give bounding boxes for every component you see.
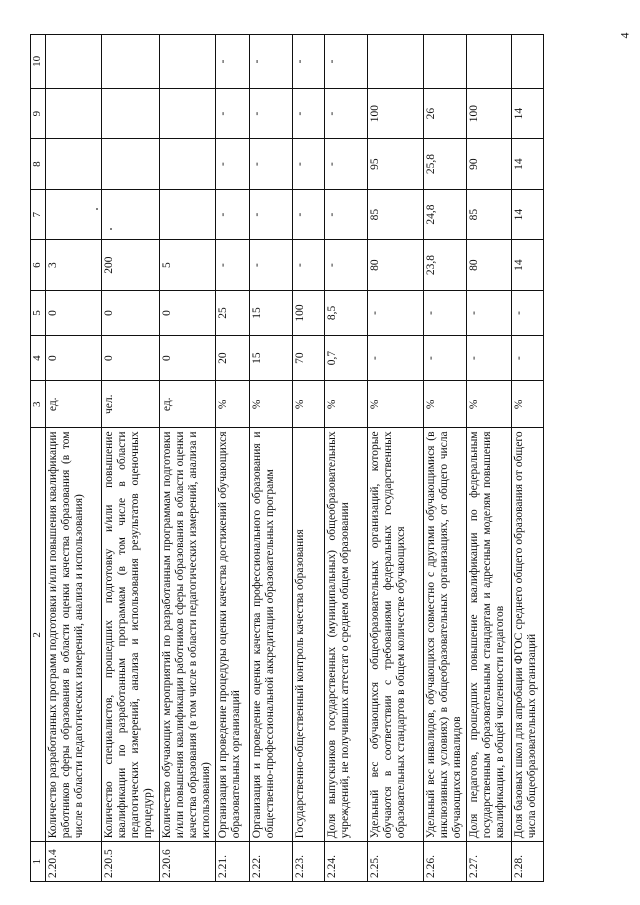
unit-cell: % [325, 381, 368, 428]
value-cell: - [325, 189, 368, 240]
row-number: 2.20.5 [102, 842, 160, 882]
value-cell: 70 [293, 336, 325, 381]
value-cell: - [250, 240, 293, 291]
table-row [216, 35, 250, 882]
unit-cell: % [368, 381, 424, 428]
unit-cell: чел. [102, 381, 160, 428]
table-row [46, 35, 102, 882]
indicator-description: Доля базовых школ для апробации ФГОС среднего общего образования от общего числа общеобразовательных организаций [512, 428, 544, 842]
table-row [160, 35, 216, 882]
value-cell: - [250, 139, 293, 190]
value-cell: 24,8 [424, 189, 467, 240]
indicator-description: Количество разработанных программ подготовки и/или повышения квалификации работников сферы образования в области оценки качества образования (в том числе в области педагогических измерений, анализа и использования) [46, 428, 102, 842]
column-header: 7 [31, 189, 46, 240]
unit-cell: ед. [160, 381, 216, 428]
value-cell: - [216, 35, 250, 89]
value-cell: 0 [160, 336, 216, 381]
value-cell: - [467, 336, 512, 381]
value-cell: 14 [512, 88, 544, 139]
value-cell: 90 [467, 139, 512, 190]
value-cell [46, 139, 102, 190]
value-cell [46, 35, 102, 89]
value-cell: 8,5 [325, 290, 368, 335]
value-cell: 25,8 [424, 139, 467, 190]
value-cell: 0 [46, 336, 102, 381]
table-row [102, 35, 160, 882]
value-cell: 200 [102, 240, 160, 291]
value-cell [424, 35, 467, 89]
value-cell [46, 88, 102, 139]
value-cell [102, 35, 160, 89]
value-cell [102, 139, 160, 190]
value-cell: 0 [102, 336, 160, 381]
value-cell: 14 [512, 139, 544, 190]
rotated-table-sheet [30, 34, 615, 882]
value-cell: - [216, 139, 250, 190]
column-header: 2 [31, 428, 46, 842]
indicator-description: Государственно-общественный контроль качества образования [293, 428, 325, 842]
indicator-description: Организация и проведение процедуры оценки качества достижений обучающихся образовательных организаций [216, 428, 250, 842]
value-cell: 95 [368, 139, 424, 190]
row-number: 2.24. [325, 842, 368, 882]
value-cell [102, 88, 160, 139]
value-cell: 5 [160, 240, 216, 291]
value-cell: 0 [46, 290, 102, 335]
value-cell: 100 [467, 88, 512, 139]
value-cell: - [325, 139, 368, 190]
row-number: 2.22. [250, 842, 293, 882]
row-number: 2.27. [467, 842, 512, 882]
indicator-description: Организация и проведение оценки качества профессионального образования и общественно-профессиональной аккредитации образовательных программ [250, 428, 293, 842]
table-row [512, 35, 544, 882]
value-cell: - [325, 35, 368, 89]
value-cell: 25 [216, 290, 250, 335]
value-cell: 85 [368, 189, 424, 240]
value-cell [160, 189, 216, 240]
value-cell: - [216, 240, 250, 291]
value-cell: - [512, 336, 544, 381]
row-number: 2.26. [424, 842, 467, 882]
row-number: 2.20.6 [160, 842, 216, 882]
value-cell: 100 [368, 88, 424, 139]
value-cell: 20 [216, 336, 250, 381]
table-row [250, 35, 293, 882]
value-cell: - [293, 189, 325, 240]
column-header: 1 [31, 842, 46, 882]
table-row [293, 35, 325, 882]
value-cell: - [250, 189, 293, 240]
indicator-description: Доля педагогов, прошедших повышение квалификации по федеральным государственным образовательным стандартам и адресным моделям повышения квалификации, в общей численности педагогов [467, 428, 512, 842]
indicator-description: Удельный вес инвалидов, обучающихся совместно с другими обучающимися (в инклюзивных условиях) в общеобразовательных организациях, от общего числа обучающихся инвалидов [424, 428, 467, 842]
value-cell: - [325, 240, 368, 291]
value-cell: - [293, 35, 325, 89]
value-cell: 15 [250, 290, 293, 335]
page-number: 4 [617, 32, 632, 39]
row-number: 2.25. [368, 842, 424, 882]
value-cell: - [216, 189, 250, 240]
value-cell: - [293, 88, 325, 139]
row-number: 2.21. [216, 842, 250, 882]
table-row [467, 35, 512, 882]
value-cell: - [368, 336, 424, 381]
value-cell: 85 [467, 189, 512, 240]
table-row [424, 35, 467, 882]
value-cell: - [216, 88, 250, 139]
value-cell [102, 189, 160, 240]
value-cell: 3 [46, 240, 102, 291]
value-cell: - [293, 139, 325, 190]
unit-cell: % [512, 381, 544, 428]
indicator-description: Количество специалистов, прошедших подготовку и/или повышение квалификации по разработанным программам (в том числе в области педагогических измерений, анализа и использования результатов оценочных процедур) [102, 428, 160, 842]
value-cell [160, 88, 216, 139]
column-header: 4 [31, 336, 46, 381]
row-number: 2.23. [293, 842, 325, 882]
table-row [368, 35, 424, 882]
column-header: 10 [31, 35, 46, 89]
value-cell [160, 35, 216, 89]
value-cell: 26 [424, 88, 467, 139]
header-row [31, 35, 46, 882]
value-cell [46, 189, 102, 240]
value-cell: - [293, 240, 325, 291]
indicators-table [30, 34, 544, 882]
value-cell: - [250, 35, 293, 89]
value-cell: - [250, 88, 293, 139]
indicator-description: Удельный вес обучающихся общеобразовательных организаций, которые обучаются в соответствии с требованиями федеральных государственных образовательных стандартов в общем количестве обучающихся [368, 428, 424, 842]
unit-cell: % [216, 381, 250, 428]
value-cell [512, 35, 544, 89]
value-cell: 15 [250, 336, 293, 381]
column-header: 9 [31, 88, 46, 139]
value-cell: 14 [512, 189, 544, 240]
column-header: 5 [31, 290, 46, 335]
value-cell [160, 139, 216, 190]
value-cell: 14 [512, 240, 544, 291]
unit-cell: ед. [46, 381, 102, 428]
value-cell: 80 [467, 240, 512, 291]
row-number: 2.28. [512, 842, 544, 882]
value-cell: - [325, 88, 368, 139]
indicator-description: Доля выпускников государственных (муниципальных) общеобразовательных учреждений, не получивших аттестат о среднем общем образовании [325, 428, 368, 842]
value-cell: 0,7 [325, 336, 368, 381]
table-row [325, 35, 368, 882]
value-cell: - [424, 336, 467, 381]
unit-cell: % [424, 381, 467, 428]
value-cell [368, 35, 424, 89]
value-cell: - [467, 290, 512, 335]
row-number: 2.20.4 [46, 842, 102, 882]
unit-cell: % [293, 381, 325, 428]
column-header: 8 [31, 139, 46, 190]
value-cell: 80 [368, 240, 424, 291]
column-header: 6 [31, 240, 46, 291]
value-cell: - [512, 290, 544, 335]
value-cell: - [424, 290, 467, 335]
value-cell [467, 35, 512, 89]
unit-cell: % [250, 381, 293, 428]
column-header: 3 [31, 381, 46, 428]
value-cell: 0 [102, 290, 160, 335]
value-cell: 23,8 [424, 240, 467, 291]
value-cell: 0 [160, 290, 216, 335]
unit-cell: % [467, 381, 512, 428]
indicator-description: Количество обучающих мероприятий по разработанным программам подготовки и/или повышения квалификации работников сферы образования в области оценки качества образования (в том числе в области педагогических измерений, анализа и использования) [160, 428, 216, 842]
value-cell: 100 [293, 290, 325, 335]
value-cell: - [368, 290, 424, 335]
